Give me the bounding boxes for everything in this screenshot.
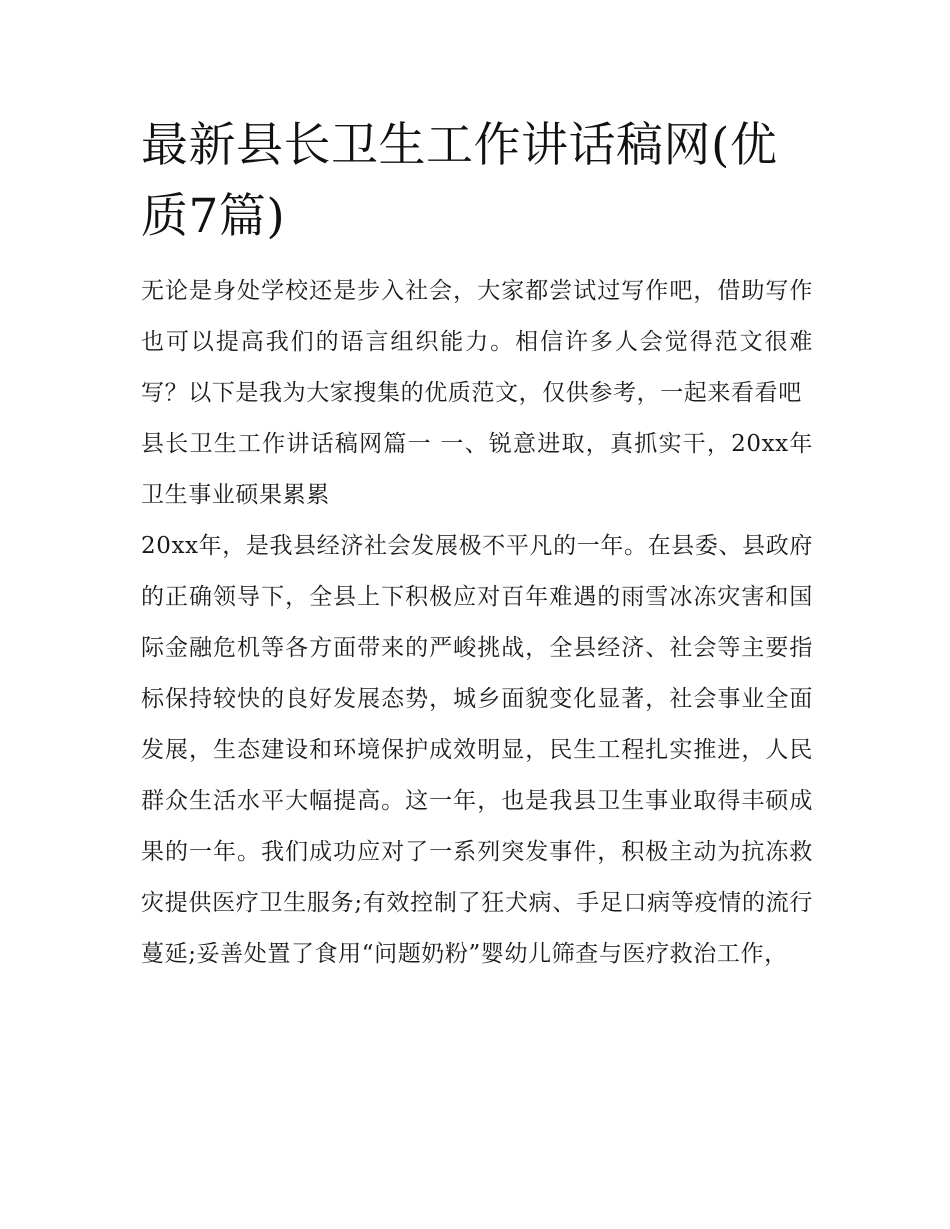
document-body	[141, 266, 813, 980]
document-title: 最新县长卫生工作讲话稿网(优质7篇)	[141, 118, 778, 244]
paragraph-heading: 县长卫生工作讲话稿网篇一 一、锐意进取，真抓实干，20xx年卫生事业硕果累累	[141, 431, 813, 508]
paragraph-body: 20xx年，是我县经济社会发展极不平凡的一年。在县委、县政府的正确领导下，全县上下积极应对百年难遇的雨雪冰冻灾害和国际金融危机等各方面带来的严峻挑战，全县经济、社会等主要指标保持较快的良好发展态势，城乡面貌变化显著，社会事业全面发展，生态建设和环境保护成效明显，民生工程扎实推进，人民群众生活水平大幅提高。这一年，也是我县卫生事业取得丰硕成果的一年。我们成功应对了一系列突发事件，积极主动为抗冻救灾提供医疗卫生服务;有效控制了狂犬病、手足口病等疫情的流行蔓延;妥善处置了食用“问题奶粉”婴幼儿筛查与医疗救治工作，	[141, 533, 813, 967]
paragraph-intro: 无论是身处学校还是步入社会，大家都尝试过写作吧，借助写作也可以提高我们的语言组织能力。相信许多人会觉得范文很难写？以下是我为大家搜集的优质范文，仅供参考，一起来看看吧	[141, 278, 813, 406]
document-page	[141, 110, 813, 980]
